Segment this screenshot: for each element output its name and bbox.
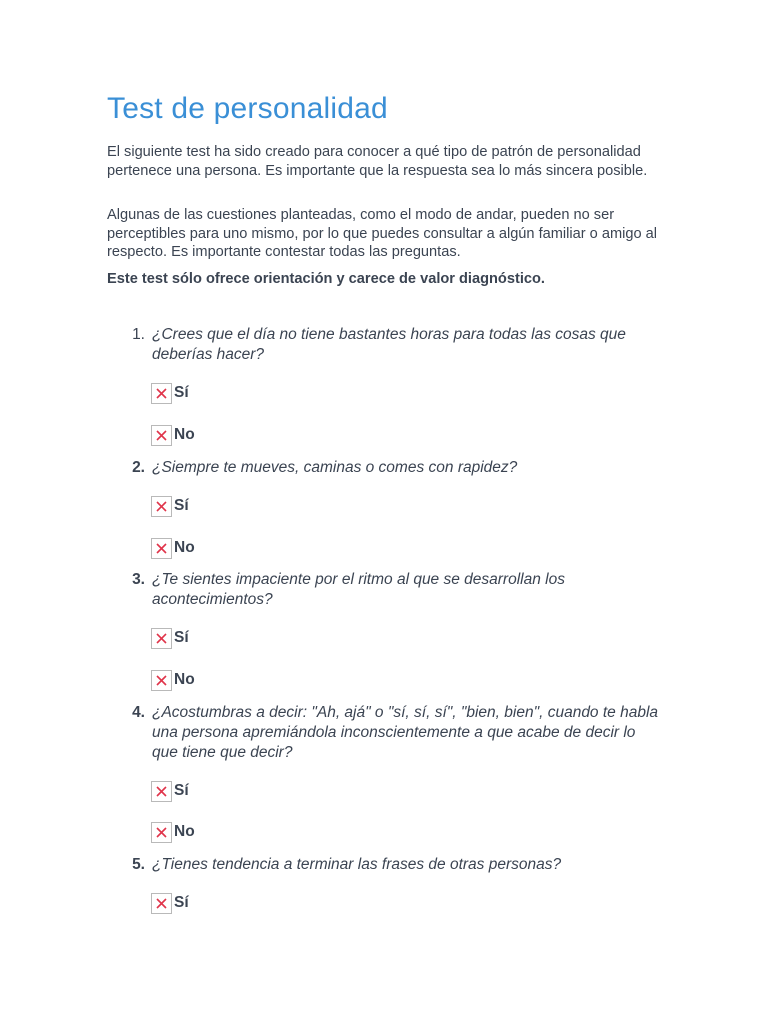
- x-mark-icon[interactable]: [151, 822, 172, 843]
- option-label: No: [174, 426, 195, 443]
- option-si[interactable]: [151, 626, 189, 650]
- intro-paragraph-2: Algunas de las cuestiones planteadas, como el modo de andar, pueden no ser perceptibles para uno mismo, por lo que puedes consultar a algún familiar o amigo al respecto. Es importante contestar todas las preguntas.: [107, 207, 658, 260]
- option-label: No: [174, 671, 195, 688]
- question-number: 5.: [132, 856, 145, 873]
- option-label: Sí: [174, 497, 189, 514]
- x-mark-icon[interactable]: [151, 781, 172, 802]
- question-text: ¿Te sientes impaciente por el ritmo al que se desarrollan los acontecimientos?: [152, 571, 565, 608]
- option-no[interactable]: [151, 536, 195, 560]
- x-mark-icon[interactable]: [151, 538, 172, 559]
- x-mark-icon[interactable]: [151, 496, 172, 517]
- question-number: 3.: [132, 571, 145, 588]
- option-label: No: [174, 539, 195, 556]
- question-text: ¿Siempre te mueves, caminas o comes con rapidez?: [152, 459, 518, 476]
- x-mark-icon[interactable]: [151, 628, 172, 649]
- option-label: Sí: [174, 782, 189, 799]
- question-text: ¿Crees que el día no tiene bastantes horas para todas las cosas que deberías hacer?: [152, 326, 626, 363]
- option-no[interactable]: [151, 423, 195, 447]
- option-no[interactable]: [151, 668, 195, 692]
- option-si[interactable]: [151, 891, 189, 915]
- option-label: Sí: [174, 629, 189, 646]
- x-mark-icon[interactable]: [151, 893, 172, 914]
- x-mark-icon[interactable]: [151, 670, 172, 691]
- question-text: ¿Tienes tendencia a terminar las frases de otras personas?: [152, 856, 562, 873]
- option-si[interactable]: [151, 494, 189, 518]
- option-label: No: [174, 823, 195, 840]
- option-si[interactable]: [151, 381, 189, 405]
- option-no[interactable]: [151, 820, 195, 844]
- option-label: Sí: [174, 894, 189, 911]
- x-mark-icon[interactable]: [151, 425, 172, 446]
- x-mark-icon[interactable]: [151, 383, 172, 404]
- option-si[interactable]: [151, 779, 189, 803]
- page-title: Test de personalidad: [107, 92, 388, 125]
- question-number: 1.: [132, 326, 145, 343]
- disclaimer: Este test sólo ofrece orientación y carece de valor diagnóstico.: [107, 271, 545, 287]
- intro-paragraph-1: El siguiente test ha sido creado para conocer a qué tipo de patrón de personalidad pertenece una persona. Es importante que la respuesta sea lo más sincera posible.: [107, 144, 648, 179]
- option-label: Sí: [174, 384, 189, 401]
- question-text: ¿Acostumbras a decir: "Ah, ajá" o "sí, sí, sí", "bien, bien", cuando te habla una persona apremiándola inconscientemente a que acabe de decir lo que tiene que decir?: [152, 704, 659, 761]
- question-number: 4.: [132, 704, 145, 721]
- question-number: 2.: [132, 459, 145, 476]
